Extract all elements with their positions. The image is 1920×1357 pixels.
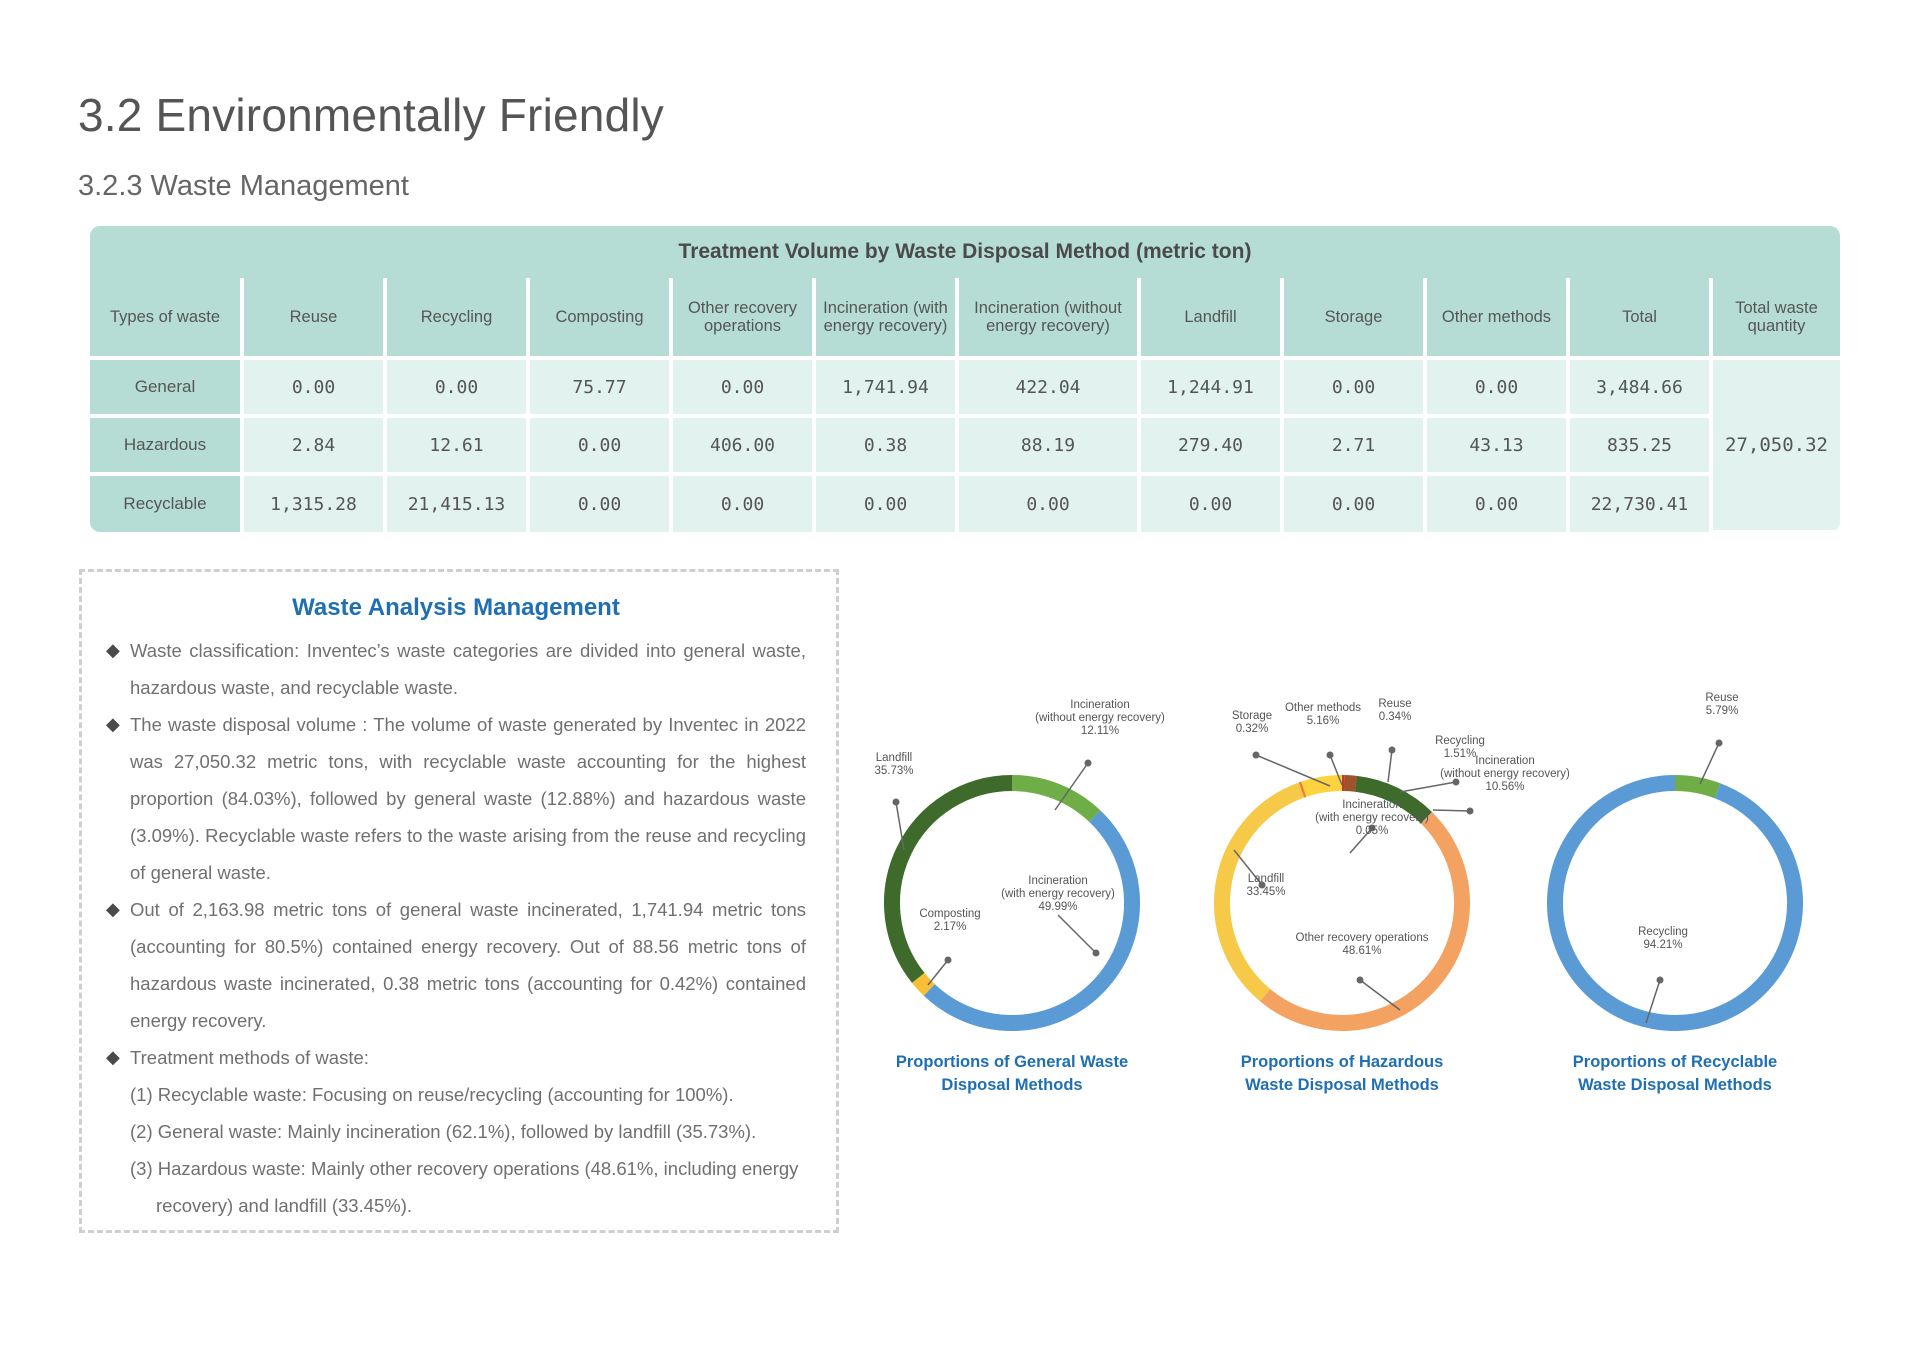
slice-label: 0.34% xyxy=(1378,711,1412,723)
table-cell: 12.61 xyxy=(385,416,528,474)
slice-label: Incineration xyxy=(1070,699,1130,711)
slice-label: 49.99% xyxy=(1038,901,1078,913)
slice-label: (with energy recovery) xyxy=(1001,888,1115,900)
page-title: 3.2 Environmentally Friendly xyxy=(78,89,664,141)
sub-item-text: (3) Hazardous waste: Mainly other recovery operations (48.61%, including energy xyxy=(130,1158,799,1179)
col-header: Other methods xyxy=(1425,278,1568,358)
bullet-text: Out of 2,163.98 metric tons of general waste incinerated, 1,741.94 metric tons (accounting for 80.5%) contained energy recovery. Out of 88.56 metric tons of hazardous waste incinerated, 0.38 metric tons (accounting for 0.42%) contained energy recovery. xyxy=(130,899,806,1031)
table-row xyxy=(90,358,1840,416)
slice-label: Storage xyxy=(1231,710,1273,722)
table-cell: 2.71 xyxy=(1282,416,1425,474)
leader-dot xyxy=(1093,950,1100,957)
slice-label: (with energy recovery) xyxy=(1315,812,1429,824)
slice-label: Reuse xyxy=(1705,692,1739,704)
row-label: Recyclable xyxy=(90,474,242,532)
slice-label: 94.21% xyxy=(1643,939,1683,951)
treatment-sub-item: (2) General waste: Mainly incineration (62.1%), followed by landfill (35.73%). xyxy=(130,1121,757,1142)
waste-disposal-donut-charts xyxy=(860,690,1860,1130)
bullet-text: The waste disposal volume : The volume of waste generated by Inventec in 2022 was 27,050.32 metric tons, with recyclable waste accounting for the highest proportion (84.03%), followed by general waste (12.88%) and hazardous waste (3.09%). Recyclable waste refers to the waste arising from the reuse and recycling of general waste. xyxy=(130,714,806,883)
table-cell: 2.84 xyxy=(242,416,385,474)
donut-slice xyxy=(1012,783,1095,816)
donut-slice xyxy=(1301,789,1303,790)
leader-line xyxy=(1360,980,1400,1010)
col-header: Storage xyxy=(1282,278,1425,358)
table-cell: 406.00 xyxy=(671,416,814,474)
table-cell: 279.40 xyxy=(1139,416,1282,474)
slice-label: Other methods xyxy=(1284,702,1362,714)
table-cell: 0.00 xyxy=(1425,474,1568,532)
leader-line xyxy=(928,960,948,985)
table-cell: 0.00 xyxy=(1425,358,1568,416)
donut-slice xyxy=(918,978,929,990)
table-cell: 75.77 xyxy=(528,358,671,416)
table-cell: 0.00 xyxy=(1282,474,1425,532)
col-header: Reuse xyxy=(242,278,385,358)
leader-line xyxy=(1058,915,1096,953)
table-cell: 22,730.41 xyxy=(1568,474,1711,532)
sub-item-continuation: recovery) and landfill (33.45%). xyxy=(156,1195,413,1216)
table-cell: 1,315.28 xyxy=(242,474,385,532)
table-cell: 835.25 xyxy=(1568,416,1711,474)
leader-dot xyxy=(1357,977,1364,984)
leader-dot xyxy=(945,957,952,964)
donut-chart xyxy=(1222,698,1570,1094)
col-header: Incineration (without energy recovery) xyxy=(957,278,1139,358)
table-row xyxy=(90,474,1840,532)
section-title: 3.2.3 Waste Management xyxy=(78,170,409,202)
col-header: Incineration (with energy recovery) xyxy=(814,278,957,358)
col-header: Landfill xyxy=(1139,278,1282,358)
slice-label: 5.79% xyxy=(1705,705,1739,717)
leader-dot xyxy=(1253,752,1260,759)
donut-slice xyxy=(1345,783,1356,784)
donut-slice xyxy=(1304,783,1342,789)
leader-dot xyxy=(893,799,900,806)
analysis-bullet xyxy=(106,632,806,706)
chart-title: Waste Disposal Methods xyxy=(1245,1076,1439,1094)
donut-slice xyxy=(1675,783,1718,791)
table-cell: 0.00 xyxy=(671,358,814,416)
leader-line xyxy=(1400,782,1456,792)
diamond-icon: ◆ xyxy=(106,899,120,919)
table-cell: 1,244.91 xyxy=(1139,358,1282,416)
leader-dot xyxy=(1085,760,1092,767)
slice-label: 2.17% xyxy=(933,921,967,933)
slice-label: Landfill xyxy=(875,752,913,764)
slice-label: 0.32% xyxy=(1235,723,1269,735)
chart-title: Proportions of Hazardous xyxy=(1240,1053,1444,1071)
table-cell: 1,741.94 xyxy=(814,358,957,416)
slice-label: (without energy recovery) xyxy=(1440,768,1570,780)
diamond-icon: ◆ xyxy=(106,1047,120,1067)
table-header-row xyxy=(90,278,1840,358)
table-cell: 0.00 xyxy=(957,474,1139,532)
slice-label: Recycling xyxy=(1435,735,1485,747)
table-caption: Treatment Volume by Waste Disposal Method (metric ton) xyxy=(90,226,1840,278)
col-header: Composting xyxy=(528,278,671,358)
table-cell: 21,415.13 xyxy=(385,474,528,532)
col-header: Total xyxy=(1568,278,1711,358)
slice-label: Incineration xyxy=(1028,875,1088,887)
leader-line xyxy=(1700,743,1719,784)
chart-title: Proportions of Recyclable xyxy=(1572,1053,1778,1071)
bullet-text: Treatment methods of waste: xyxy=(130,1047,369,1068)
col-header: Types of waste xyxy=(90,278,242,358)
table-cell: 0.00 xyxy=(1139,474,1282,532)
slice-label: Other recovery operations xyxy=(1295,932,1429,944)
slice-label: Reuse xyxy=(1378,698,1412,710)
table-row xyxy=(90,416,1840,474)
leader-dot xyxy=(1657,977,1664,984)
donut-chart xyxy=(1555,692,1795,1094)
treatment-sub-item: (1) Recyclable waste: Focusing on reuse/recycling (accounting for 100%). xyxy=(130,1084,734,1105)
leader-line xyxy=(1433,810,1470,811)
table-cell: 0.00 xyxy=(814,474,957,532)
waste-analysis-box xyxy=(79,569,839,1233)
bullet-text: Waste classification: Inventec’s waste categories are divided into general waste, hazardous waste, and recyclable waste. xyxy=(130,640,806,698)
table-cell: 0.00 xyxy=(385,358,528,416)
table-cell: 0.00 xyxy=(671,474,814,532)
slice-label: Recycling xyxy=(1638,926,1688,938)
slice-label: Landfill xyxy=(1247,873,1285,885)
slice-label: 35.73% xyxy=(874,765,914,777)
leader-dot xyxy=(1389,747,1396,754)
slice-label: 12.11% xyxy=(1080,725,1120,737)
analysis-title: Waste Analysis Management xyxy=(292,594,620,621)
chart-title: Disposal Methods xyxy=(941,1076,1083,1094)
donut-slice xyxy=(892,783,1012,978)
table-cell: 3,484.66 xyxy=(1568,358,1711,416)
slice-label: Incineration xyxy=(1475,755,1535,767)
slice-label: Incineration xyxy=(1342,799,1402,811)
leader-dot xyxy=(1327,752,1334,759)
col-header: Other recovery operations xyxy=(671,278,814,358)
leader-line xyxy=(1256,755,1330,786)
slice-label: (without energy recovery) xyxy=(1035,712,1165,724)
donut-slice xyxy=(1555,783,1795,1023)
table-cell: 422.04 xyxy=(957,358,1139,416)
table-cell: 88.19 xyxy=(957,416,1139,474)
donut-slice xyxy=(1265,818,1462,1023)
slice-label: 0.05% xyxy=(1355,825,1389,837)
analysis-bullet xyxy=(106,891,806,1039)
slice-label: 48.61% xyxy=(1342,945,1382,957)
row-label: Hazardous xyxy=(90,416,242,474)
slice-label: 1.51% xyxy=(1443,748,1477,760)
slice-label: 10.56% xyxy=(1485,781,1525,793)
col-header: Recycling xyxy=(385,278,528,358)
table-cell: 0.00 xyxy=(1282,358,1425,416)
table-cell: 0.00 xyxy=(528,416,671,474)
diamond-icon: ◆ xyxy=(106,640,120,660)
waste-treatment-table xyxy=(90,226,1840,532)
table-cell: 43.13 xyxy=(1425,416,1568,474)
table-cell: 0.38 xyxy=(814,416,957,474)
slice-label: Composting xyxy=(919,908,981,920)
row-label: General xyxy=(90,358,242,416)
chart-title: Proportions of General Waste xyxy=(895,1053,1129,1071)
leader-line xyxy=(1388,750,1392,782)
leader-dot xyxy=(1467,808,1474,815)
treatment-sub-item xyxy=(106,1150,806,1224)
analysis-bullet xyxy=(106,706,806,891)
leader-dot xyxy=(1716,740,1723,747)
diamond-icon: ◆ xyxy=(106,714,120,734)
slice-label: 33.45% xyxy=(1246,886,1286,898)
slice-label: 5.16% xyxy=(1306,715,1340,727)
table-cell: 0.00 xyxy=(242,358,385,416)
donut-chart xyxy=(874,699,1165,1094)
total-waste-quantity: 27,050.32 xyxy=(1711,358,1840,532)
analysis-bullet xyxy=(106,1039,806,1076)
chart-title: Waste Disposal Methods xyxy=(1578,1076,1772,1094)
data-table xyxy=(90,278,1840,532)
col-header: Total waste quantity xyxy=(1711,278,1840,358)
table-cell: 0.00 xyxy=(528,474,671,532)
